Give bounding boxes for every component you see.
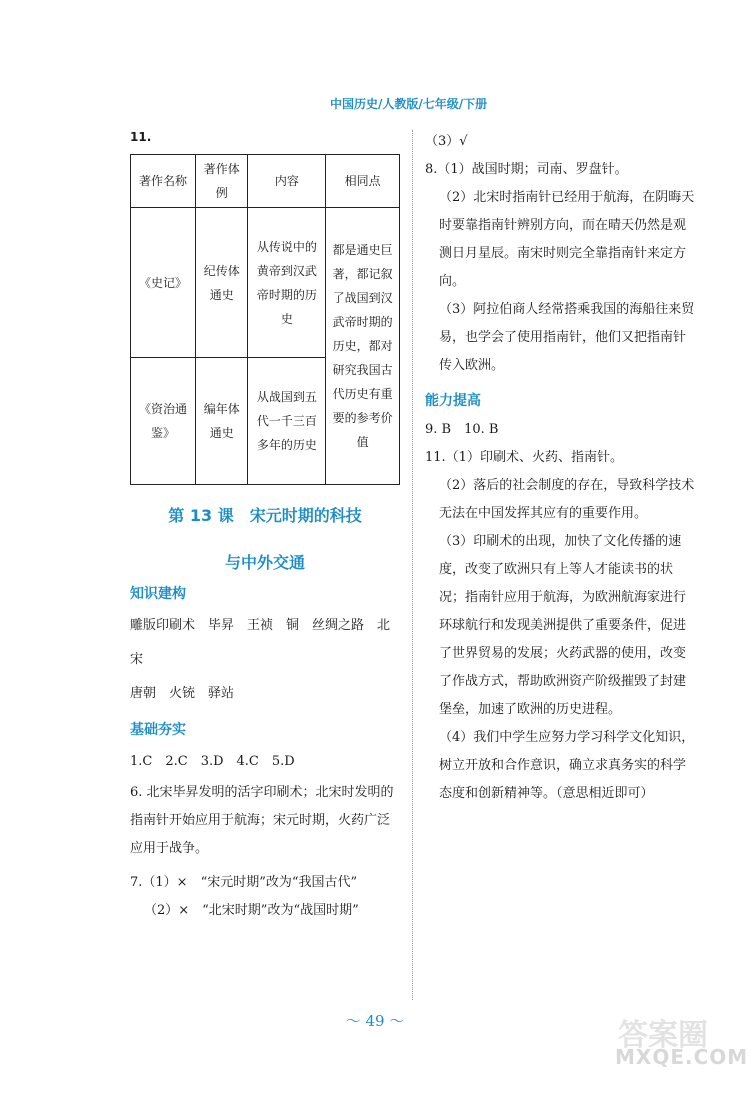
table-cell: 从战国到五代一千三百多年的历史: [248, 358, 326, 485]
table-header: 相同点: [326, 155, 400, 208]
answer-11-1: 11.（1）印刷术、火药、指南针。: [425, 450, 623, 465]
table-cell: 编年体通史: [196, 358, 248, 485]
answers-1-5: 1.C 2.C 3.D 4.C 5.D: [130, 754, 295, 769]
table-header-row: [131, 155, 400, 208]
section-knowledge: 知识建构: [130, 586, 186, 602]
section-ability: 能力提高: [425, 393, 481, 409]
table-cell: 从传说中的黄帝到汉武帝时期的历史: [248, 208, 326, 358]
keywords-line: 唐朝 火铳 驿站: [130, 686, 235, 701]
section-basic: 基础夯实: [130, 722, 186, 738]
answer-7-3: （3）√: [425, 134, 468, 149]
lesson-title: 第 13 课 宋元时期的科技: [168, 506, 362, 525]
answer-6: 6. 北宋毕昇发明的活字印刷术；北宋时发明的指南针开始应用于航海；宋元时期，火药广泛应用于战争。: [130, 785, 394, 856]
answer-8-3: （3）阿拉伯商人经常搭乘我国的海船往来贸易，也学会了使用指南针，他们又把指南针传入欧洲。: [439, 302, 695, 373]
answer-8-1: 8.（1）战国时期；司南、罗盘针。: [425, 162, 628, 177]
lesson-subtitle: 与中外交通: [224, 553, 305, 572]
table-cell-common: 都是通史巨著，都记叙了战国到汉武帝时期的历史，都对研究我国古代历史有重要的参考价值: [326, 208, 400, 485]
left-column: [130, 130, 400, 925]
table-header: 著作体例: [196, 155, 248, 208]
comparison-table: [130, 154, 400, 485]
table-header: 内容: [248, 155, 326, 208]
answer-11-4: （4）我们中学生应努力学习科学文化知识，树立开放和合作意识，确立求真务实的科学态度和创新精神等。（意思相近即可）: [439, 730, 695, 801]
page-header: 中国历史/人教版/七年级/下册: [330, 97, 488, 111]
watermark-url: MXQE.COM: [615, 1045, 749, 1069]
table-row: [131, 208, 400, 358]
right-column: [425, 130, 695, 808]
table-cell: 《史记》: [131, 208, 196, 358]
answer-7-2: （2）× “北宋时期”改为“战国时期”: [144, 903, 359, 918]
answer-11-3: （3）印刷术的出现，加快了文化传播的速度，改变了欧洲只有上等人才能读书的状况；指南针应用于航海，为欧洲航海家进行环球航行和发现美洲提供了重要条件，促进了世界贸易的发展；火药武器的使用，改变了作战方式，帮助欧洲资产阶级摧毁了封建堡垒，加速了欧洲的历史进程。: [439, 534, 687, 717]
question-11-label: 11.: [130, 130, 152, 144]
page-number: ～ 49 ～: [345, 1012, 405, 1030]
column-divider: [412, 130, 413, 1000]
table-header: 著作名称: [131, 155, 196, 208]
answer-11-2: （2）落后的社会制度的存在，导致科学技术无法在中国发挥其应有的重要作用。: [439, 478, 695, 521]
table-cell: 纪传体通史: [196, 208, 248, 358]
keywords-line: 雕版印刷术 毕昇 王祯 铜 丝绸之路 北宋: [130, 618, 391, 667]
answer-7-1: 7.（1）× “宋元时期”改为“我国古代”: [130, 875, 358, 890]
table-cell: 《资治通鉴》: [131, 358, 196, 485]
watermark-logo: 答案圈: [618, 1018, 708, 1053]
answers-9-10: 9. B 10. B: [425, 422, 499, 437]
answer-8-2: （2）北宋时指南针已经用于航海，在阴晦天时要靠指南针辨别方向，而在晴天仍然是观测日月星辰。南宋时则完全靠指南针来定方向。: [439, 190, 695, 289]
